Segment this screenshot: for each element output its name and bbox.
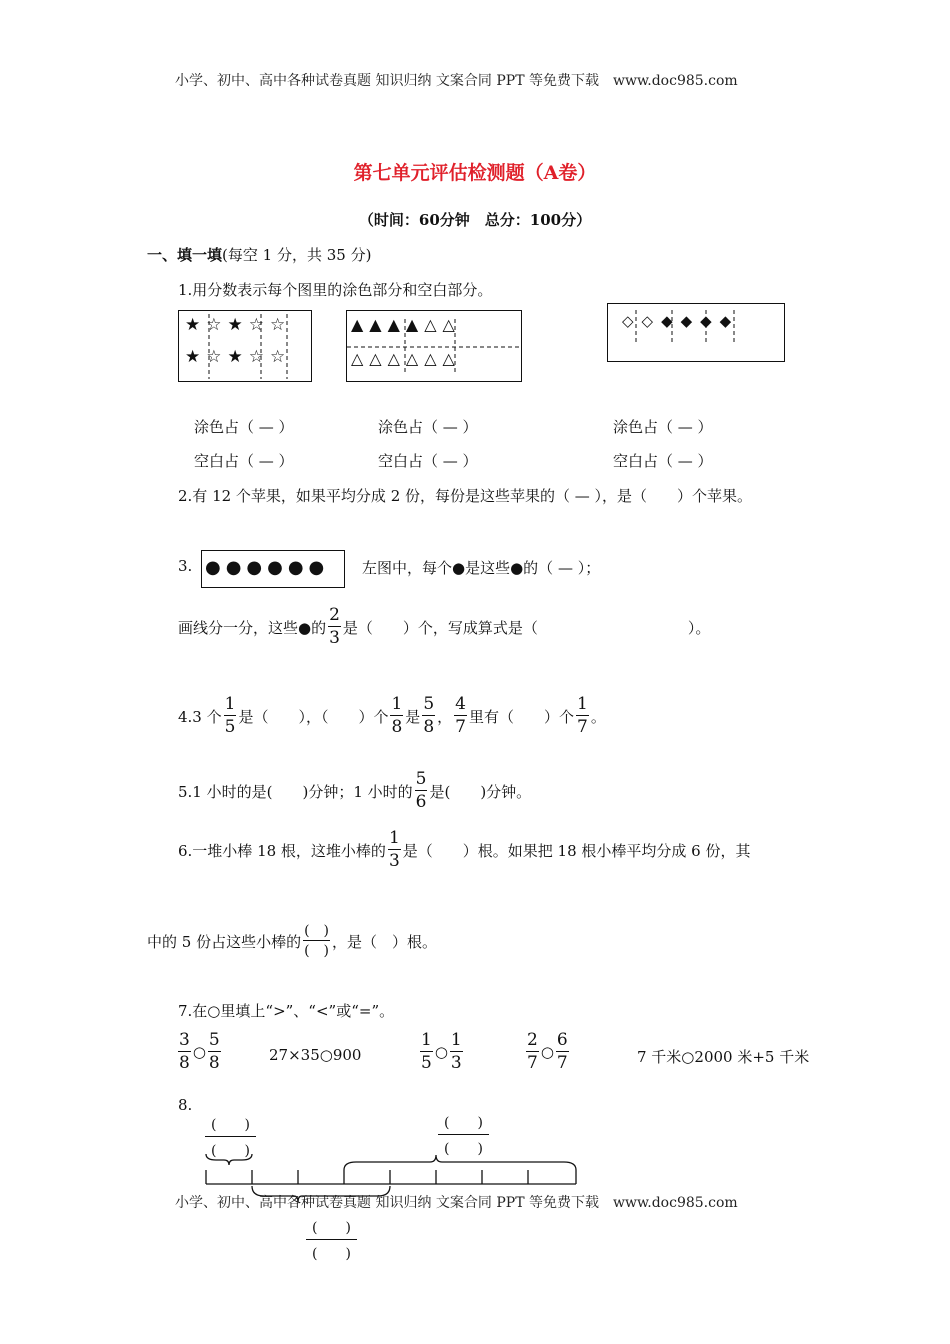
q6-line-2 [147,924,437,958]
q6-blank-frac [303,924,330,958]
q4-f2-den: 8 [391,717,403,737]
q6-part-1: 6.一堆小棒 18 根，这堆小棒的 [178,841,386,860]
q7-c4-b [556,1032,569,1072]
q6-part-2: 是（ ）根。如果把 18 根小棒平均分成 6 份，其 [402,841,751,860]
q5-part-1: 5.1 小时的是( )分钟；1 小时的 [178,782,413,801]
q7-c3-a-num: 1 [421,1030,432,1050]
q8-left-num: ( ) [205,1114,256,1137]
q4-frac-3 [422,696,435,736]
q5-frac-num: 5 [415,769,427,789]
q4-part-3: 是 [405,707,421,726]
q5-frac [415,771,428,811]
section-1-label: 一、填一填 [147,246,223,264]
q4-f3-num: 5 [423,694,435,714]
q7-c4-b-den: 7 [556,1053,568,1073]
q8-blank-bottom [306,1217,357,1263]
q7-c3-b [450,1032,463,1072]
page-header: 小学、初中、高中各种试卷真题 知识归纳 文案合同 PPT 等免费下载 www.doc985.com [175,73,738,89]
page-subtitle: （时间：60分钟 总分：100分） [358,211,592,229]
q7-c4-a [526,1032,539,1072]
q7-c1-b-num: 5 [208,1030,220,1050]
q7-c3-a [420,1032,433,1072]
q4-f2-num: 1 [391,694,403,714]
q4-f4-den: 7 [455,717,466,737]
q1-text: 1.用分数表示每个图里的涂色部分和空白部分。 [178,281,493,299]
q1-figure-2 [346,310,522,382]
q7-c1-a [178,1032,191,1072]
q4-frac-1 [224,696,237,736]
q1-fig3-row1: ◇◇◆◆◆◆ [622,312,740,330]
q3-text-a: 左图中，每个●是这些●的（ — ）； [362,559,601,577]
q3-number: 3. [178,557,193,575]
q7-c1-circle[interactable]: ○ [192,1043,206,1061]
q1-blank-1: 空白占（ — ） [194,452,294,470]
q8-bottom-num: ( ) [306,1217,357,1240]
q4-frac-4 [454,696,467,736]
q5-part-2: 是( )分钟。 [429,782,532,801]
q2-text: 2.有 12 个苹果，如果平均分成 2 份，每份是这些苹果的（ — ），是（ ）个苹果。 [178,487,753,505]
q7-c3-b-den: 3 [450,1053,462,1073]
q1-figure-3 [607,303,785,362]
q1-shaded-3: 涂色占（ — ） [613,418,713,436]
q7-c1-b-den: 8 [208,1053,220,1073]
q4-f5-num: 1 [577,694,588,714]
q4-part-5: 里有（ ）个 [468,707,574,726]
q7-compare-4 [524,1032,571,1072]
q4-f4-num: 4 [455,694,466,714]
q1-fig1-row1: ★☆★☆☆ [185,315,292,335]
q8-top-den: ( ) [444,1141,483,1157]
q7-c1-b [208,1032,221,1072]
q6-line-1 [178,830,750,870]
q4-part-6: 。 [590,707,606,726]
q8-top-num: ( ) [438,1112,489,1135]
q1-shaded-2: 涂色占（ — ） [378,418,478,436]
q6-part-3: 中的 5 份占这些小棒的 [147,932,302,951]
q3-frac-num: 2 [329,605,340,625]
q7-c4-a-num: 2 [527,1030,538,1050]
q4-frac-2 [390,696,403,736]
q4-part-4: ， [437,707,453,726]
q4-part-1: 4.3 个 [178,707,222,726]
q1-fig2-row2: △△△△△△ [351,349,461,368]
page-title: 第七单元评估检测题（A卷） [353,162,597,184]
q1-figure-1 [178,310,312,382]
q3-dot-box [201,550,345,588]
q4-f3-den: 8 [423,717,435,737]
q7-c1-a-den: 8 [179,1053,190,1073]
q7-compare-1 [176,1032,223,1072]
q7-c3-a-den: 5 [421,1053,432,1073]
q5-frac-den: 6 [415,792,427,812]
q1-fig1-row2: ★☆★☆☆ [185,347,292,367]
section-1-heading [147,244,371,265]
q6-blank-den: ( ) [304,943,330,959]
q1-shaded-1: 涂色占（ — ） [194,418,294,436]
q6-frac-num: 1 [388,828,400,848]
q3-text-b1: 画线分一分，这些●的 [178,618,327,637]
q4-f1-den: 5 [224,717,236,737]
q8-number: 8. [178,1096,193,1114]
q7-text: 7.在○里填上“>”、“<”或“=”。 [178,1002,395,1020]
q1-fig2-row1: ▲▲▲▲△△ [351,315,461,334]
q6-blank-num: ( ) [304,923,330,939]
q4-part-2: 是（ ），（ ）个 [238,707,389,726]
q7-c3-b-num: 1 [450,1030,462,1050]
q7-c4-circle[interactable]: ○ [540,1043,554,1061]
q4-f1-num: 1 [224,694,236,714]
q4-line [178,696,606,736]
q6-frac [388,830,401,870]
q5-line [178,771,531,811]
q3-line-b [178,607,710,647]
q4-f5-den: 7 [577,717,588,737]
q4-frac-5 [576,696,589,736]
q1-blank-2: 空白占（ — ） [378,452,478,470]
page-footer: 小学、初中、高中各种试卷真题 知识归纳 文案合同 PPT 等免费下载 www.doc985.com [175,1195,738,1211]
q7-c4-a-den: 7 [527,1053,538,1073]
q3-frac-den: 3 [329,628,340,648]
q6-part-4: ，是（ ）根。 [332,932,438,951]
q7-compare-3 [418,1032,465,1072]
q8-bottom-den: ( ) [312,1246,351,1262]
q6-frac-den: 3 [388,851,400,871]
q7-compare-5: 7 千米○2000 米+5 千米 [637,1048,810,1066]
q8-left-den: ( ) [211,1143,250,1159]
section-1-note: (每空 1 分，共 35 分) [222,246,372,264]
q1-blank-3: 空白占（ — ） [613,452,713,470]
q3-text-b2: 是（ ）个，写成算式是（ ）。 [342,618,711,637]
q3-fraction [328,607,341,647]
q7-compare-2: 27×35○900 [269,1046,362,1064]
q7-c1-a-num: 3 [179,1030,190,1050]
q7-c3-circle[interactable]: ○ [434,1043,448,1061]
q3-dots: ●●●●●● [205,557,330,578]
q7-c4-b-num: 6 [556,1030,568,1050]
